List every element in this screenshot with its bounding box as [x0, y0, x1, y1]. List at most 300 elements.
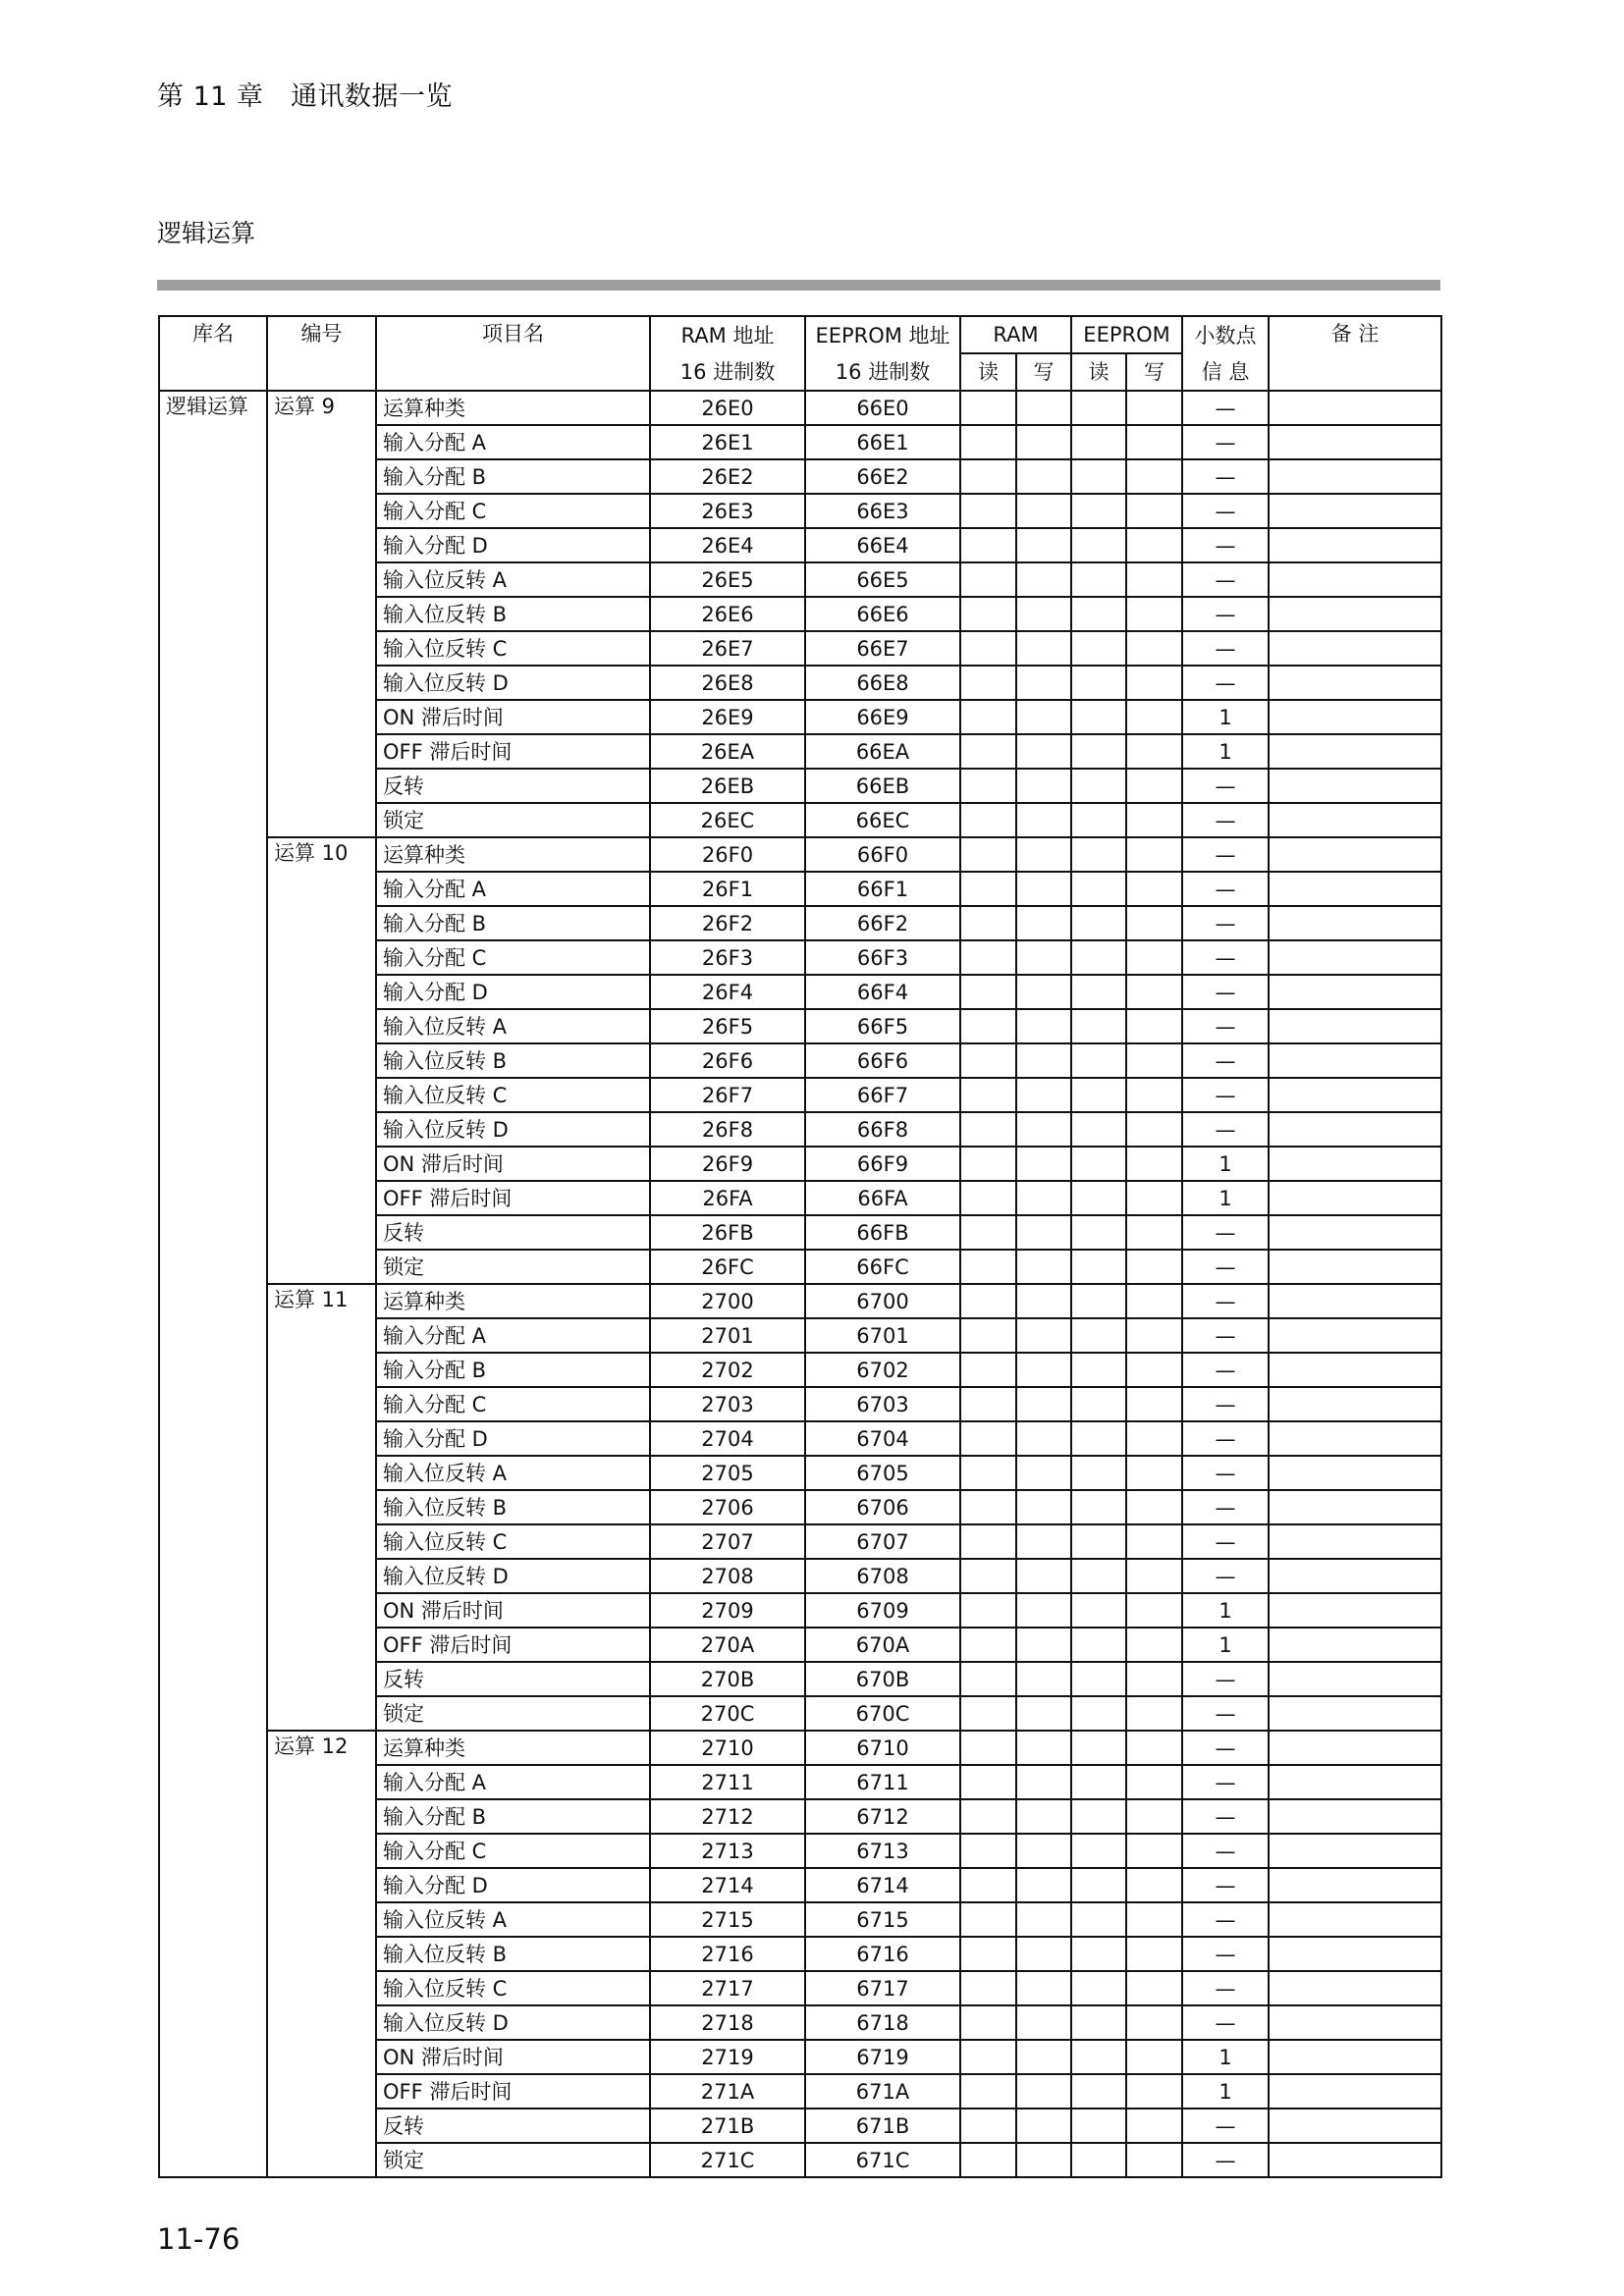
- ram-write-cell: [1016, 1628, 1071, 1662]
- ram-write-cell: [1016, 1868, 1071, 1902]
- ram-read-cell: [960, 1387, 1016, 1421]
- eeprom-address: 66E9: [805, 700, 960, 734]
- ram-read-cell: [960, 700, 1016, 734]
- remarks-cell: [1269, 1765, 1441, 1799]
- eeprom-address: 6710: [805, 1731, 960, 1765]
- ram-address: 2717: [650, 1971, 805, 2005]
- decimal-info: —: [1182, 1662, 1269, 1696]
- ram-address: 26E9: [650, 700, 805, 734]
- ram-read-cell: [960, 803, 1016, 837]
- eeprom-address: 66E4: [805, 528, 960, 562]
- ram-write-cell: [1016, 1181, 1071, 1215]
- eeprom-address: 66EB: [805, 769, 960, 803]
- ram-read-cell: [960, 1868, 1016, 1902]
- eeprom-write-cell: [1126, 1318, 1182, 1353]
- item-name: 输入位反转 A: [376, 1456, 650, 1490]
- ram-read-cell: [960, 494, 1016, 528]
- decimal-info: —: [1182, 1353, 1269, 1387]
- item-name: 输入位反转 B: [376, 597, 650, 631]
- item-name: 锁定: [376, 1250, 650, 1284]
- group-label: 运算 12: [267, 1731, 376, 2177]
- ram-read-cell: [960, 1318, 1016, 1353]
- remarks-cell: [1269, 1043, 1441, 1078]
- ram-address: 26F6: [650, 1043, 805, 1078]
- ram-address: 26F8: [650, 1112, 805, 1147]
- item-name: ON 滞后时间: [376, 700, 650, 734]
- remarks-cell: [1269, 1353, 1441, 1387]
- eeprom-read-cell: [1071, 2040, 1126, 2074]
- ram-read-cell: [960, 562, 1016, 597]
- remarks-cell: [1269, 1593, 1441, 1628]
- ram-address: 2709: [650, 1593, 805, 1628]
- eeprom-write-cell: [1126, 1971, 1182, 2005]
- eeprom-read-cell: [1071, 1112, 1126, 1147]
- eeprom-address: 6719: [805, 2040, 960, 2074]
- eeprom-write-cell: [1126, 1353, 1182, 1387]
- eeprom-read-cell: [1071, 391, 1126, 425]
- eeprom-write-cell: [1126, 1456, 1182, 1490]
- item-name: 输入分配 D: [376, 1421, 650, 1456]
- eeprom-read-cell: [1071, 2109, 1126, 2143]
- ram-read-cell: [960, 1250, 1016, 1284]
- item-name: 运算种类: [376, 391, 650, 425]
- decimal-info: —: [1182, 1902, 1269, 1937]
- ram-read-cell: [960, 1421, 1016, 1456]
- eeprom-write-cell: [1126, 837, 1182, 872]
- header-remarks: 备 注: [1269, 316, 1441, 391]
- eeprom-read-cell: [1071, 1181, 1126, 1215]
- ram-write-cell: [1016, 940, 1071, 975]
- eeprom-address: 6702: [805, 1353, 960, 1387]
- ram-write-cell: [1016, 1456, 1071, 1490]
- item-name: 输入位反转 C: [376, 1971, 650, 2005]
- group-label: 运算 9: [267, 391, 376, 837]
- item-name: 输入分配 B: [376, 1799, 650, 1834]
- eeprom-write-cell: [1126, 459, 1182, 494]
- eeprom-address: 66E2: [805, 459, 960, 494]
- eeprom-address: 670C: [805, 1696, 960, 1731]
- eeprom-read-cell: [1071, 1284, 1126, 1318]
- decimal-info: —: [1182, 1799, 1269, 1834]
- ram-write-cell: [1016, 391, 1071, 425]
- eeprom-read-cell: [1071, 940, 1126, 975]
- item-name: 输入分配 C: [376, 1387, 650, 1421]
- ram-address: 26F3: [650, 940, 805, 975]
- remarks-cell: [1269, 975, 1441, 1009]
- item-name: 输入分配 C: [376, 940, 650, 975]
- ram-read-cell: [960, 906, 1016, 940]
- remarks-cell: [1269, 1696, 1441, 1731]
- decimal-info: —: [1182, 631, 1269, 666]
- remarks-cell: [1269, 2109, 1441, 2143]
- remarks-cell: [1269, 1937, 1441, 1971]
- ram-address: 2714: [650, 1868, 805, 1902]
- ram-read-cell: [960, 2143, 1016, 2177]
- eeprom-address: 66F4: [805, 975, 960, 1009]
- eeprom-read-cell: [1071, 528, 1126, 562]
- eeprom-address: 6709: [805, 1593, 960, 1628]
- ram-read-cell: [960, 1834, 1016, 1868]
- ram-read-cell: [960, 2109, 1016, 2143]
- ram-read-cell: [960, 1628, 1016, 1662]
- remarks-cell: [1269, 459, 1441, 494]
- eeprom-write-cell: [1126, 1490, 1182, 1524]
- ram-address: 26FC: [650, 1250, 805, 1284]
- eeprom-write-cell: [1126, 769, 1182, 803]
- header-row-1: [159, 316, 1441, 353]
- ram-address: 26F0: [650, 837, 805, 872]
- ram-write-cell: [1016, 1318, 1071, 1353]
- ram-read-cell: [960, 1524, 1016, 1559]
- item-name: ON 滞后时间: [376, 1593, 650, 1628]
- ram-read-cell: [960, 1559, 1016, 1593]
- ram-read-cell: [960, 2040, 1016, 2074]
- item-name: 运算种类: [376, 1284, 650, 1318]
- decimal-info: —: [1182, 1490, 1269, 1524]
- eeprom-write-cell: [1126, 494, 1182, 528]
- remarks-cell: [1269, 872, 1441, 906]
- eeprom-address: 66FC: [805, 1250, 960, 1284]
- item-name: 输入分配 C: [376, 1834, 650, 1868]
- remarks-cell: [1269, 1834, 1441, 1868]
- remarks-cell: [1269, 1421, 1441, 1456]
- item-name: 运算种类: [376, 1731, 650, 1765]
- ram-write-cell: [1016, 2143, 1071, 2177]
- ram-address: 270A: [650, 1628, 805, 1662]
- decimal-info: —: [1182, 1765, 1269, 1799]
- eeprom-address: 66E6: [805, 597, 960, 631]
- ram-read-cell: [960, 1112, 1016, 1147]
- item-name: 锁定: [376, 803, 650, 837]
- decimal-info: 1: [1182, 2074, 1269, 2109]
- remarks-cell: [1269, 391, 1441, 425]
- header-ram-address-hex: 16 进制数: [650, 353, 805, 391]
- ram-write-cell: [1016, 734, 1071, 769]
- ram-address: 2718: [650, 2005, 805, 2040]
- eeprom-write-cell: [1126, 906, 1182, 940]
- ram-address: 26F7: [650, 1078, 805, 1112]
- ram-address: 26E0: [650, 391, 805, 425]
- ram-address: 26FB: [650, 1215, 805, 1250]
- ram-write-cell: [1016, 1971, 1071, 2005]
- eeprom-address: 66E8: [805, 666, 960, 700]
- eeprom-write-cell: [1126, 597, 1182, 631]
- eeprom-address: 66F7: [805, 1078, 960, 1112]
- ram-write-cell: [1016, 2074, 1071, 2109]
- eeprom-address: 66E3: [805, 494, 960, 528]
- eeprom-address: 6717: [805, 1971, 960, 2005]
- ram-write-cell: [1016, 562, 1071, 597]
- table-row: [159, 391, 1441, 425]
- ram-read-cell: [960, 837, 1016, 872]
- remarks-cell: [1269, 1971, 1441, 2005]
- header-ram: RAM: [960, 316, 1071, 353]
- eeprom-write-cell: [1126, 1181, 1182, 1215]
- eeprom-read-cell: [1071, 769, 1126, 803]
- eeprom-read-cell: [1071, 1937, 1126, 1971]
- remarks-cell: [1269, 1284, 1441, 1318]
- remarks-cell: [1269, 1215, 1441, 1250]
- ram-read-cell: [960, 528, 1016, 562]
- ram-address: 2706: [650, 1490, 805, 1524]
- ram-address: 26FA: [650, 1181, 805, 1215]
- ram-read-cell: [960, 1971, 1016, 2005]
- eeprom-read-cell: [1071, 1902, 1126, 1937]
- eeprom-address: 66EA: [805, 734, 960, 769]
- remarks-cell: [1269, 2074, 1441, 2109]
- ram-address: 26EC: [650, 803, 805, 837]
- ram-read-cell: [960, 666, 1016, 700]
- decimal-info: —: [1182, 391, 1269, 425]
- decimal-info: —: [1182, 1868, 1269, 1902]
- ram-write-cell: [1016, 1009, 1071, 1043]
- eeprom-address: 6704: [805, 1421, 960, 1456]
- decimal-info: —: [1182, 1696, 1269, 1731]
- eeprom-read-cell: [1071, 734, 1126, 769]
- remarks-cell: [1269, 837, 1441, 872]
- decimal-info: —: [1182, 1971, 1269, 2005]
- remarks-cell: [1269, 1628, 1441, 1662]
- ram-read-cell: [960, 1147, 1016, 1181]
- eeprom-read-cell: [1071, 872, 1126, 906]
- decimal-info: —: [1182, 1387, 1269, 1421]
- ram-write-cell: [1016, 1559, 1071, 1593]
- eeprom-address: 6707: [805, 1524, 960, 1559]
- library-cell: 逻辑运算: [159, 391, 267, 2177]
- ram-write-cell: [1016, 769, 1071, 803]
- ram-write-cell: [1016, 1112, 1071, 1147]
- header-eeprom-address: EEPROM 地址: [805, 316, 960, 353]
- decimal-info: —: [1182, 1284, 1269, 1318]
- item-name: 输入位反转 A: [376, 562, 650, 597]
- eeprom-address: 66F6: [805, 1043, 960, 1078]
- ram-write-cell: [1016, 1215, 1071, 1250]
- ram-write-cell: [1016, 2109, 1071, 2143]
- remarks-cell: [1269, 1731, 1441, 1765]
- remarks-cell: [1269, 494, 1441, 528]
- item-name: 输入位反转 D: [376, 1112, 650, 1147]
- header-eeprom-address-hex: 16 进制数: [805, 353, 960, 391]
- ram-write-cell: [1016, 1937, 1071, 1971]
- eeprom-read-cell: [1071, 1971, 1126, 2005]
- eeprom-address: 671B: [805, 2109, 960, 2143]
- ram-address: 271A: [650, 2074, 805, 2109]
- decimal-info: 1: [1182, 734, 1269, 769]
- remarks-cell: [1269, 1559, 1441, 1593]
- item-name: 输入分配 A: [376, 425, 650, 459]
- remarks-cell: [1269, 700, 1441, 734]
- eeprom-read-cell: [1071, 2005, 1126, 2040]
- eeprom-read-cell: [1071, 1490, 1126, 1524]
- ram-address: 2704: [650, 1421, 805, 1456]
- header-eeprom-read: 读: [1071, 353, 1126, 391]
- ram-write-cell: [1016, 837, 1071, 872]
- ram-write-cell: [1016, 1834, 1071, 1868]
- ram-write-cell: [1016, 700, 1071, 734]
- eeprom-write-cell: [1126, 2109, 1182, 2143]
- decimal-info: —: [1182, 1421, 1269, 1456]
- eeprom-address: 66F0: [805, 837, 960, 872]
- decimal-info: —: [1182, 2109, 1269, 2143]
- remarks-cell: [1269, 1112, 1441, 1147]
- ram-write-cell: [1016, 872, 1071, 906]
- ram-read-cell: [960, 1799, 1016, 1834]
- eeprom-write-cell: [1126, 2074, 1182, 2109]
- ram-read-cell: [960, 1593, 1016, 1628]
- remarks-cell: [1269, 1009, 1441, 1043]
- eeprom-address: 66F5: [805, 1009, 960, 1043]
- eeprom-write-cell: [1126, 1937, 1182, 1971]
- remarks-cell: [1269, 597, 1441, 631]
- item-name: 输入位反转 B: [376, 1490, 650, 1524]
- ram-address: 2705: [650, 1456, 805, 1490]
- ram-read-cell: [960, 2005, 1016, 2040]
- ram-write-cell: [1016, 1250, 1071, 1284]
- item-name: 反转: [376, 769, 650, 803]
- eeprom-write-cell: [1126, 1250, 1182, 1284]
- remarks-cell: [1269, 2040, 1441, 2074]
- eeprom-address: 6700: [805, 1284, 960, 1318]
- item-name: 输入分配 D: [376, 975, 650, 1009]
- eeprom-read-cell: [1071, 803, 1126, 837]
- eeprom-read-cell: [1071, 1731, 1126, 1765]
- ram-address: 2715: [650, 1902, 805, 1937]
- ram-read-cell: [960, 1043, 1016, 1078]
- item-name: 反转: [376, 2109, 650, 2143]
- eeprom-write-cell: [1126, 1421, 1182, 1456]
- eeprom-write-cell: [1126, 1628, 1182, 1662]
- eeprom-write-cell: [1126, 1009, 1182, 1043]
- eeprom-read-cell: [1071, 1215, 1126, 1250]
- ram-address: 2701: [650, 1318, 805, 1353]
- remarks-cell: [1269, 562, 1441, 597]
- decimal-info: —: [1182, 1834, 1269, 1868]
- header-number: 编号: [267, 316, 376, 391]
- eeprom-read-cell: [1071, 1353, 1126, 1387]
- eeprom-address: 6712: [805, 1799, 960, 1834]
- eeprom-write-cell: [1126, 1112, 1182, 1147]
- eeprom-address: 66FA: [805, 1181, 960, 1215]
- remarks-cell: [1269, 1078, 1441, 1112]
- ram-write-cell: [1016, 631, 1071, 666]
- remarks-cell: [1269, 2143, 1441, 2177]
- eeprom-address: 66EC: [805, 803, 960, 837]
- decimal-info: —: [1182, 2005, 1269, 2040]
- item-name: 运算种类: [376, 837, 650, 872]
- eeprom-write-cell: [1126, 1902, 1182, 1937]
- eeprom-write-cell: [1126, 1799, 1182, 1834]
- eeprom-address: 66E5: [805, 562, 960, 597]
- eeprom-read-cell: [1071, 1078, 1126, 1112]
- eeprom-write-cell: [1126, 391, 1182, 425]
- decimal-info: —: [1182, 1215, 1269, 1250]
- ram-read-cell: [960, 1353, 1016, 1387]
- decimal-info: 1: [1182, 1147, 1269, 1181]
- ram-address: 2713: [650, 1834, 805, 1868]
- ram-write-cell: [1016, 494, 1071, 528]
- decimal-info: —: [1182, 906, 1269, 940]
- eeprom-address: 6715: [805, 1902, 960, 1937]
- ram-write-cell: [1016, 2005, 1071, 2040]
- item-name: 输入位反转 A: [376, 1009, 650, 1043]
- section-divider: [157, 280, 1440, 291]
- ram-read-cell: [960, 1731, 1016, 1765]
- ram-read-cell: [960, 631, 1016, 666]
- header-eeprom-write: 写: [1126, 353, 1182, 391]
- decimal-info: —: [1182, 1078, 1269, 1112]
- ram-write-cell: [1016, 666, 1071, 700]
- ram-write-cell: [1016, 1799, 1071, 1834]
- remarks-cell: [1269, 1662, 1441, 1696]
- eeprom-write-cell: [1126, 1696, 1182, 1731]
- ram-read-cell: [960, 459, 1016, 494]
- chapter-title: 第 11 章 通讯数据一览: [157, 81, 454, 112]
- ram-read-cell: [960, 940, 1016, 975]
- remarks-cell: [1269, 1387, 1441, 1421]
- decimal-info: —: [1182, 1318, 1269, 1353]
- item-name: ON 滞后时间: [376, 2040, 650, 2074]
- header-decimal-info: 信 息: [1182, 353, 1269, 391]
- eeprom-read-cell: [1071, 700, 1126, 734]
- item-name: 锁定: [376, 2143, 650, 2177]
- eeprom-write-cell: [1126, 1765, 1182, 1799]
- decimal-info: 1: [1182, 1181, 1269, 1215]
- eeprom-address: 6708: [805, 1559, 960, 1593]
- eeprom-read-cell: [1071, 631, 1126, 666]
- eeprom-address: 670A: [805, 1628, 960, 1662]
- eeprom-read-cell: [1071, 1868, 1126, 1902]
- header-decimal: 小数点: [1182, 316, 1269, 353]
- ram-read-cell: [960, 391, 1016, 425]
- ram-address: 270B: [650, 1662, 805, 1696]
- table-row: [159, 1731, 1441, 1765]
- ram-address: 271C: [650, 2143, 805, 2177]
- decimal-info: —: [1182, 975, 1269, 1009]
- ram-address: 26E4: [650, 528, 805, 562]
- ram-write-cell: [1016, 1078, 1071, 1112]
- ram-address: 2710: [650, 1731, 805, 1765]
- item-name: 锁定: [376, 1696, 650, 1731]
- ram-read-cell: [960, 1009, 1016, 1043]
- eeprom-write-cell: [1126, 1868, 1182, 1902]
- ram-write-cell: [1016, 1662, 1071, 1696]
- decimal-info: —: [1182, 1559, 1269, 1593]
- ram-write-cell: [1016, 1765, 1071, 1799]
- eeprom-address: 66F3: [805, 940, 960, 975]
- ram-address: 2707: [650, 1524, 805, 1559]
- decimal-info: —: [1182, 1937, 1269, 1971]
- ram-address: 26E8: [650, 666, 805, 700]
- ram-write-cell: [1016, 1593, 1071, 1628]
- item-name: 输入位反转 D: [376, 666, 650, 700]
- eeprom-read-cell: [1071, 666, 1126, 700]
- item-name: 输入分配 B: [376, 906, 650, 940]
- eeprom-write-cell: [1126, 1284, 1182, 1318]
- ram-write-cell: [1016, 1902, 1071, 1937]
- ram-address: 26EA: [650, 734, 805, 769]
- ram-address: 26F2: [650, 906, 805, 940]
- eeprom-read-cell: [1071, 1456, 1126, 1490]
- item-name: 输入分配 D: [376, 1868, 650, 1902]
- ram-write-cell: [1016, 1490, 1071, 1524]
- eeprom-read-cell: [1071, 1318, 1126, 1353]
- header-ram-address: RAM 地址: [650, 316, 805, 353]
- ram-read-cell: [960, 975, 1016, 1009]
- eeprom-write-cell: [1126, 1834, 1182, 1868]
- eeprom-address: 66E7: [805, 631, 960, 666]
- eeprom-address: 6714: [805, 1868, 960, 1902]
- ram-read-cell: [960, 1456, 1016, 1490]
